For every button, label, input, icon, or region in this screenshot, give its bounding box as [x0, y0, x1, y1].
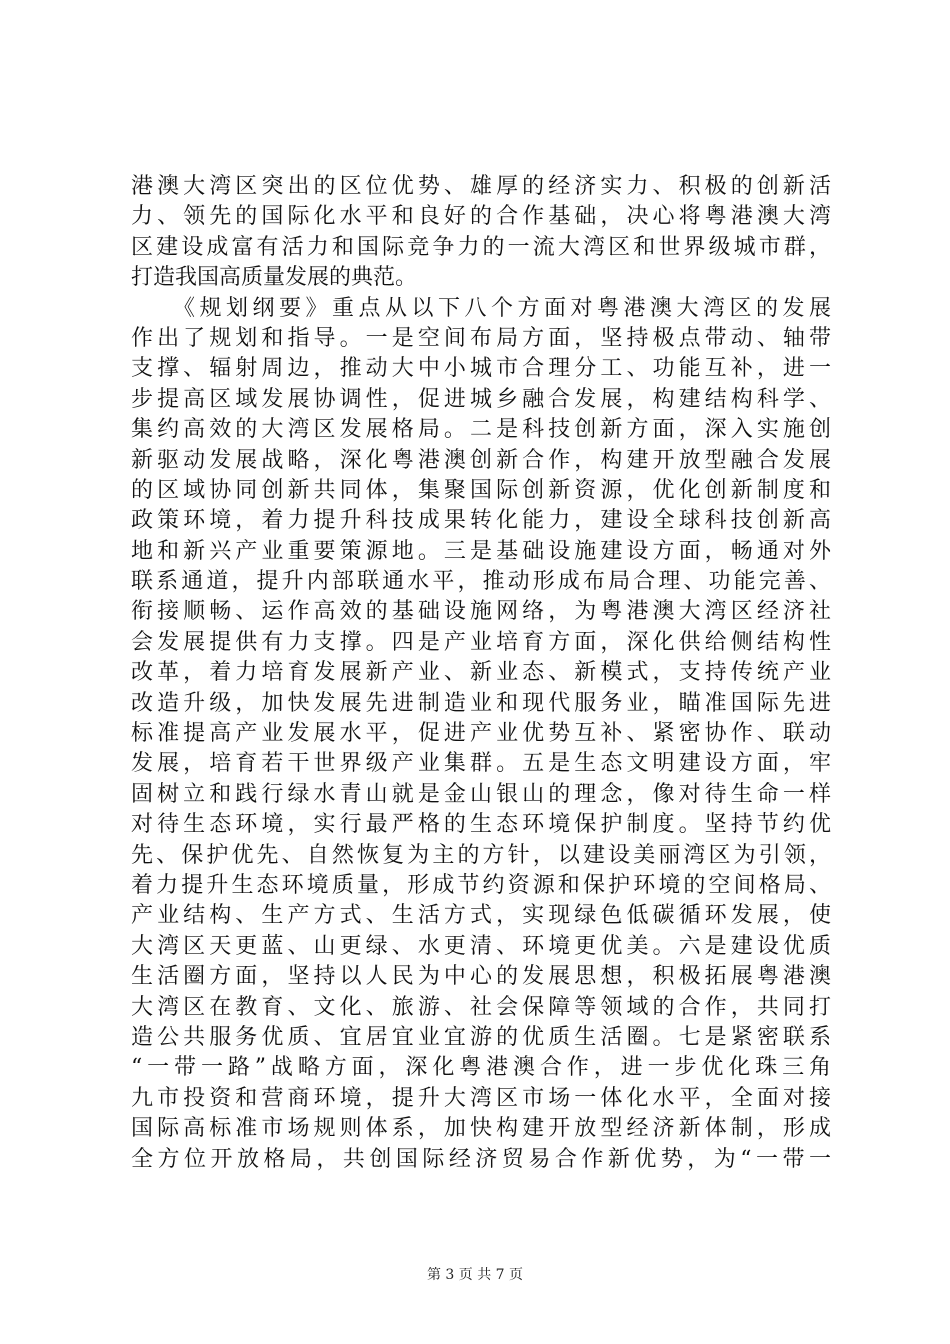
- text-line: 联系通道，提升内部联通水平，推动形成布局合理、功能完善、: [131, 569, 831, 595]
- text-line: 支撑、辐射周边，推动大中小城市合理分工、功能互补，进一: [131, 356, 831, 382]
- text-line: 会发展提供有力支撑。四是产业培育方面，深化供给侧结构性: [131, 629, 831, 655]
- text-line: 政策环境，着力提升科技成果转化能力，建设全球科技创新高: [131, 508, 831, 534]
- text-line: 新驱动发展战略，深化粤港澳创新合作，构建开放型融合发展: [131, 447, 831, 473]
- text-line: 衔接顺畅、运作高效的基础设施网络，为粤港澳大湾区经济社: [131, 599, 831, 625]
- text-line: 发展，培育若干世界级产业集群。五是生态文明建设方面，牢: [131, 751, 831, 777]
- text-line: 区建设成富有活力和国际竞争力的一流大湾区和世界级城市群，: [131, 234, 831, 260]
- text-line: 国际高标准市场规则体系，加快构建开放型经济新体制，形成: [131, 1116, 831, 1142]
- text-line: 力、领先的国际化水平和良好的合作基础，决心将粤港澳大湾: [131, 204, 831, 230]
- text-line: 的区域协同创新共同体，集聚国际创新资源，优化创新制度和: [131, 477, 831, 503]
- text-line: 标准提高产业发展水平，促进产业优势互补、紧密协作、联动: [131, 721, 831, 747]
- text-line: 地和新兴产业重要策源地。三是基础设施建设方面，畅通对外: [131, 538, 831, 564]
- text-line: 造公共服务优质、宜居宜业宜游的优质生活圈。七是紧密联系: [131, 1024, 831, 1050]
- text-line: 作出了规划和指导。一是空间布局方面，坚持极点带动、轴带: [131, 325, 831, 351]
- text-line: 改革，着力培育发展新产业、新业态、新模式，支持传统产业: [131, 660, 831, 686]
- text-line: 《规划纲要》重点从以下八个方面对粤港澳大湾区的发展: [131, 295, 831, 321]
- text-line: 港澳大湾区突出的区位优势、雄厚的经济实力、积极的创新活: [131, 174, 831, 199]
- text-line: 大湾区天更蓝、山更绿、水更清、环境更优美。六是建设优质: [131, 933, 831, 959]
- text-line: 全方位开放格局，共创国际经济贸易合作新优势，为“一带一: [131, 1146, 831, 1172]
- text-line: 集约高效的大湾区发展格局。二是科技创新方面，深入实施创: [131, 417, 831, 443]
- text-line: 改造升级，加快发展先进制造业和现代服务业，瞄准国际先进: [131, 690, 831, 716]
- text-line: 对待生态环境，实行最严格的生态环境保护制度。坚持节约优: [131, 812, 831, 838]
- text-line: 着力提升生态环境质量，形成节约资源和保护环境的空间格局、: [131, 872, 831, 898]
- page-number-footer: 第 3 页 共 7 页: [426, 1267, 524, 1283]
- text-line: 固树立和践行绿水青山就是金山银山的理念，像对待生命一样: [131, 781, 831, 807]
- text-line: “一带一路”战略方面，深化粤港澳合作，进一步优化珠三角: [131, 1055, 831, 1081]
- text-line: 大湾区在教育、文化、旅游、社会保障等领域的合作，共同打: [131, 994, 831, 1020]
- text-line: 生活圈方面，坚持以人民为中心的发展思想，积极拓展粤港澳: [131, 964, 831, 990]
- text-line: 九市投资和营商环境，提升大湾区市场一体化水平，全面对接: [131, 1085, 831, 1111]
- text-line: 打造我国高质量发展的典范。: [131, 265, 418, 291]
- text-line: 产业结构、生产方式、生活方式，实现绿色低碳循环发展，使: [131, 903, 831, 929]
- text-line: 先、保护优先、自然恢复为主的方针，以建设美丽湾区为引领，: [131, 842, 831, 868]
- document-body: [131, 172, 831, 1175]
- text-line: 步提高区域发展协调性，促进城乡融合发展，构建结构科学、: [131, 386, 831, 412]
